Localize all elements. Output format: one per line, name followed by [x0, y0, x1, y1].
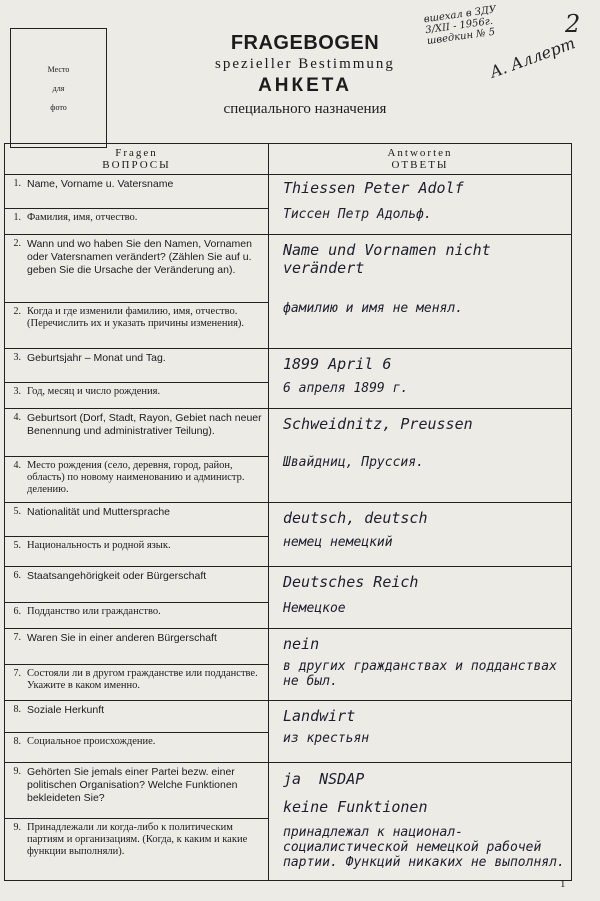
question-text-german: Geburtsort (Dorf, Stadt, Rayon, Gebiet nach neuer Benennung und administrativer Teilung). — [23, 409, 269, 457]
answer-text-russian: фамилию и имя не менял. — [283, 301, 464, 316]
photo-label-2: для — [52, 83, 65, 93]
question-text-russian: Состояли ли в другом гражданстве или подданстве. Укажите в каком именно. — [23, 665, 269, 701]
answer-cell — [269, 175, 572, 235]
question-text-german: Gehörten Sie jemals einer Partei bezw. einer politischen Organisation? Welche Funktionen bekleideten Sie? — [23, 763, 269, 819]
question-text-german: Geburtsjahr – Monat und Tag. — [23, 349, 269, 383]
question-number-german: 8. — [5, 701, 24, 733]
answer-cell — [269, 567, 572, 629]
question-text-russian: Национальность и родной язык. — [23, 537, 269, 567]
question-text-german: Waren Sie in einer anderen Bürgerschaft — [23, 629, 269, 665]
question-row-german — [5, 235, 572, 303]
handwritten-top-note: вшехал в ЗДУ 3/XII - 1956г. шведкин № 5 — [423, 4, 497, 48]
question-text-russian: Фамилия, имя, отчество. — [23, 209, 269, 235]
answer-text-german: deutsch, deutsch — [283, 509, 428, 527]
photo-placeholder-box — [10, 28, 107, 148]
answer-text-russian: Швайдниц, Пруссия. — [283, 455, 424, 470]
question-number-russian: 2. — [5, 303, 24, 349]
question-number-german: 4. — [5, 409, 24, 457]
question-text-german: Nationalität und Muttersprache — [23, 503, 269, 537]
question-number-russian: 3. — [5, 383, 24, 409]
question-number-russian: 7. — [5, 665, 24, 701]
answers-column-header: Antworten ОТВЕТЫ — [269, 144, 572, 175]
questionnaire-table — [4, 143, 572, 881]
question-row-german — [5, 567, 572, 603]
answer-cell — [269, 763, 572, 881]
answer-text-german: 1899 April 6 — [283, 355, 392, 373]
title-russian: АНКЕТА — [258, 75, 352, 96]
answer-text-russian: Тиссен Петр Адольф. — [283, 207, 432, 222]
column-header-row — [5, 144, 572, 175]
question-number-german: 1. — [5, 175, 24, 209]
handwritten-signature: A. Аллерт — [487, 33, 578, 82]
answer-text-russian: Немецкое — [283, 601, 346, 616]
answer-text-german: Schweidnitz, Preussen — [283, 415, 473, 433]
answer-text-german: Name und Vornamen nicht verändert — [283, 241, 491, 277]
question-text-russian: Год, месяц и число рождения. — [23, 383, 269, 409]
subtitle-russian: специального назначения — [223, 101, 387, 117]
handwritten-page-marker: 2 — [565, 10, 581, 38]
answer-text-german: Landwirt — [283, 707, 356, 725]
question-text-german: Wann und wo haben Sie den Namen, Vornamen oder Vatersnamen verändert? (Zählen Sie auf u. geben Sie die Ursache der Veränderung an). — [23, 235, 269, 303]
question-text-german: Name, Vorname u. Vatersname — [23, 175, 269, 209]
question-number-russian: 1. — [5, 209, 24, 235]
question-row-german — [5, 629, 572, 665]
answer-cell — [269, 629, 572, 701]
question-row-german — [5, 763, 572, 819]
answer-text-german: Deutsches Reich — [283, 573, 419, 591]
answer-text-russian: принадлежал к национал-социалистической немецкой рабочей партии. Функций никаких не выполнял. — [283, 825, 565, 870]
answer-cell — [269, 349, 572, 409]
photo-label-3: фото — [50, 102, 67, 112]
question-text-russian: Подданство или гражданство. — [23, 603, 269, 629]
answer-text-russian: 6 апреля 1899 г. — [283, 381, 409, 396]
question-number-german: 5. — [5, 503, 24, 537]
answer-text-russian: немец немецкий — [283, 535, 393, 550]
question-number-german: 6. — [5, 567, 24, 603]
question-number-russian: 5. — [5, 537, 24, 567]
question-text-russian: Социальное происхождение. — [23, 733, 269, 763]
document-header — [150, 32, 460, 118]
question-number-russian: 4. — [5, 457, 24, 503]
answer-text-russian: в других гражданствах и подданствах не был. — [283, 659, 557, 689]
question-row-german — [5, 503, 572, 537]
question-number-german: 7. — [5, 629, 24, 665]
question-text-russian: Когда и где изменили фамилию, имя, отчество. (Перечислить их и указать причины изменения). — [23, 303, 269, 349]
answer-text-german: Thiessen Peter Adolf — [283, 179, 464, 197]
subtitle-german: spezieller Bestimmung — [215, 56, 395, 72]
question-text-german: Soziale Herkunft — [23, 701, 269, 733]
title-german: FRAGEBOGEN — [230, 32, 380, 54]
answer-text-german: nein — [283, 635, 320, 653]
answer-text-german: ja NSDAP keine Funktionen — [283, 770, 428, 816]
question-text-german: Staatsangehörigkeit oder Bürgerschaft — [23, 567, 269, 603]
question-row-german — [5, 175, 572, 209]
question-row-german — [5, 349, 572, 383]
answer-cell — [269, 701, 572, 763]
question-number-russian: 6. — [5, 603, 24, 629]
answer-cell — [269, 503, 572, 567]
question-number-russian: 8. — [5, 733, 24, 763]
answer-cell — [269, 409, 572, 503]
page-number: 1 — [560, 878, 566, 890]
question-row-german — [5, 701, 572, 733]
answer-text-russian: из крестьян — [283, 731, 370, 746]
question-text-russian: Принадлежали ли когда-либо к политическим партиям и организациям. (Когда, к каким и какие функции выполняли). — [23, 819, 269, 881]
questions-column-header: Fragen ВОПРОСЫ — [5, 144, 269, 175]
question-number-german: 3. — [5, 349, 24, 383]
photo-label-1: Место — [47, 64, 70, 74]
question-number-russian: 9. — [5, 819, 24, 881]
question-row-german — [5, 409, 572, 457]
question-text-russian: Место рождения (село, деревня, город, район, область) по новому наименованию и администр. делению. — [23, 457, 269, 503]
answer-cell — [269, 235, 572, 349]
question-number-german: 2. — [5, 235, 24, 303]
question-number-german: 9. — [5, 763, 24, 819]
